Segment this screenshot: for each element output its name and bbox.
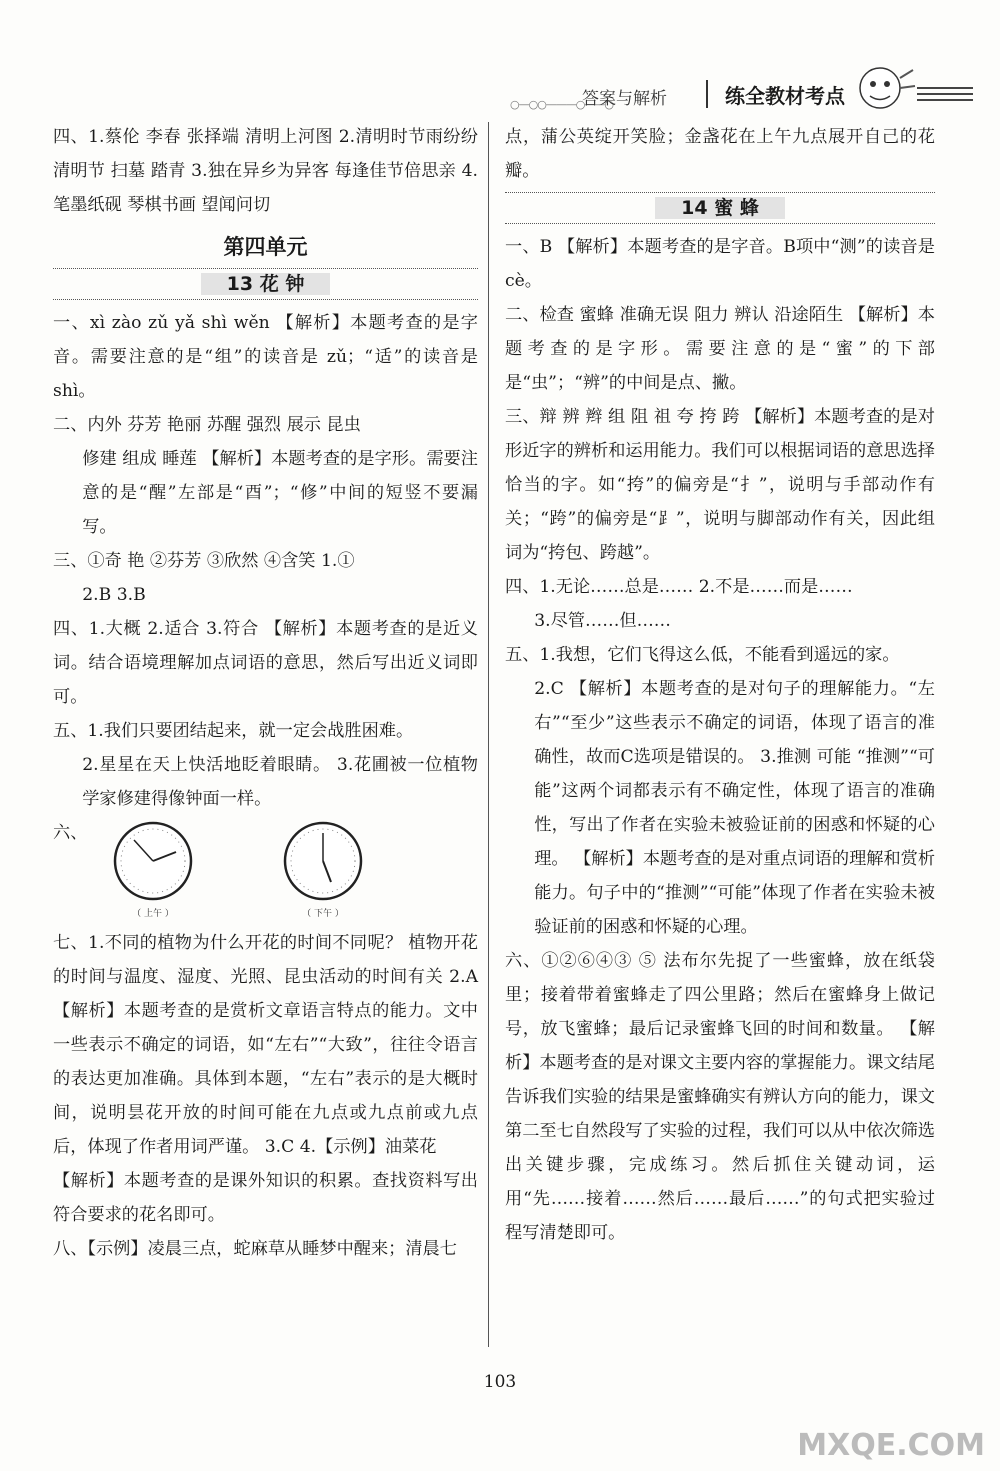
answer-block: 八、【示例】凌晨三点，蛇麻草从睡梦中醒来；清晨七 — [53, 1239, 457, 1259]
answer-block: 四、1.无论……总是…… 2.不是……而是…… — [505, 577, 853, 597]
header-title: 练全教材考点 — [725, 84, 845, 108]
answer-block: 五、1.我想，它们飞得这么低，不能看到遥远的家。 — [505, 645, 900, 665]
answer-block: 2.星星在天上快活地眨着眼睛。 3.花圃被一位植物学家修建得像钟面一样。 — [82, 755, 478, 809]
lesson-title-text: 13 花 钟 — [201, 273, 331, 295]
bead-ornament: ○—○○———○——○ — [510, 98, 613, 111]
answer-block: 五、1.我们只要团结起来，就一定会战胜困难。 — [53, 721, 414, 741]
answer-block: 2.C 【解析】本题考查的是对句子的理解能力。“左右”“至少”这些表示不确定的词语，体现了语言的准确性，故而C选项是错误的。 3.推测 可能 “推测”“可能”这两个词都表示有不确定性，体现了语言的准确性，写出了作者在实验未被验证前的困惑和怀疑的心理。 【解析】本题考查的是对重点词语的理解和赏析能力。句子中的“推测”“可能”体现了作者在实验未被验证前的困惑和怀疑的心理。 — [534, 679, 936, 937]
column-divider — [488, 122, 489, 1347]
page-header — [510, 78, 980, 118]
clock-label: （ 下午 ） — [302, 909, 344, 919]
mascot-icon — [855, 58, 975, 118]
answer-block: 六、①②⑥④③ ⑤ 法布尔先捉了一些蜜蜂，放在纸袋里；接着带着蜜蜂走了四公里路；然后在蜜蜂身上做记号，放飞蜜蜂；最后记录蜜蜂飞回的时间和数量。 【解析】本题考查的是对课文主要内容的掌握能力。课文结尾告诉我们实验的结果是蜜蜂确实有辨认方向的能力，课文第二至七自然段写了实验的过程，我们可以从中依次筛选出关键步骤，完成练习。然后抓住关键动词，运用“先……接着……然后……最后……”的句式把实验过程写清楚即可。 — [505, 951, 935, 1243]
right-column — [505, 120, 935, 1250]
answer-block: 四、1.大概 2.适合 3.符合 【解析】本题考查的是近义词。结合语境理解加点词语的意思，然后写出近义词即可。 — [53, 619, 478, 707]
lesson-title-text: 14 蜜 蜂 — [655, 197, 785, 219]
clock-icon — [98, 816, 208, 921]
watermark: MXQE.COM — [797, 1428, 985, 1463]
answer-block: 七、1.不同的植物为什么开花的时间不同呢？ 植物开花的时间与温度、湿度、光照、昆虫活动的时间有关 2.A 【解析】本题考查的是赏析文章语言特点的能力。文中一些表示不确定的词语，如“左右”“大致”，往往令语言的表达更加准确。具体到本题，“左右”表示的是大概时间，说明昙花开放的时间可能在九点或九点前或九点后，体现了作者用词严谨。 3.C 4.【示例】油菜花 — [53, 933, 478, 1157]
clock-figures — [53, 816, 478, 926]
answer-block: 一、xì zào zǔ yǎ shì wěn 【解析】本题考查的是字音。需要注意的是“组”的读音是 zǔ；“适”的读音是 shì。 — [53, 313, 478, 401]
unit-title: 第四单元 — [223, 235, 308, 259]
header-subtitle: 答案与解析 — [582, 89, 667, 109]
answer-block: 一、B 【解析】本题考查的是字音。B项中“测”的读音是 cè。 — [505, 237, 935, 291]
header-divider — [706, 80, 708, 108]
answer-block: 修建 组成 睡莲 【解析】本题考查的是字形。需要注意的是“醒”左部是“酉”；“修”中间的短竖不要漏写。 — [82, 449, 478, 537]
answer-block: 三、辩 辨 辫 组 阻 祖 夸 挎 跨 【解析】本题考查的是对形近字的辨析和运用能力。我们可以根据词语的意思选择恰当的字。如“挎”的偏旁是“扌”，说明与手部动作有关；“跨”的偏旁是“⻊”，说明与脚部动作有关，因此组词为“挎包、跨越”。 — [505, 407, 935, 563]
answer-block: 四、1.蔡伦 李春 张择端 清明上河图 2.清明时节雨纷纷 清明节 扫墓 踏青 3.独在异乡为异客 每逢佳节倍思亲 4.笔墨纸砚 琴棋书画 望闻问切 — [53, 127, 478, 215]
answer-block: 2.B 3.B — [82, 585, 146, 605]
answer-block: 二、检查 蜜蜂 准确无误 阻力 辨认 沿途陌生 【解析】本题考查的是字形。需要注意的是“蜜”的下部是“虫”；“辨”的中间是点、撇。 — [505, 305, 935, 393]
clock-label: （ 上午 ） — [132, 909, 174, 919]
lesson-title — [505, 192, 935, 224]
answer-block: 六、 — [53, 823, 88, 843]
answer-block: 三、①奇 艳 ②芬芳 ③欣然 ④含笑 1.① — [53, 551, 355, 571]
clock-icon — [268, 816, 378, 921]
left-column — [53, 120, 478, 1266]
answer-block: 【解析】本题考查的是课外知识的积累。查找资料写出符合要求的花名即可。 — [53, 1171, 478, 1225]
answer-block: 点，蒲公英绽开笑脸；金盏花在上午九点展开自己的花瓣。 — [505, 127, 935, 181]
answer-block: 3.尽管……但…… — [534, 611, 671, 631]
page-number: 103 — [483, 1372, 517, 1392]
lesson-title — [53, 268, 478, 300]
answer-block: 二、内外 芬芳 艳丽 苏醒 强烈 展示 昆虫 — [53, 415, 361, 435]
